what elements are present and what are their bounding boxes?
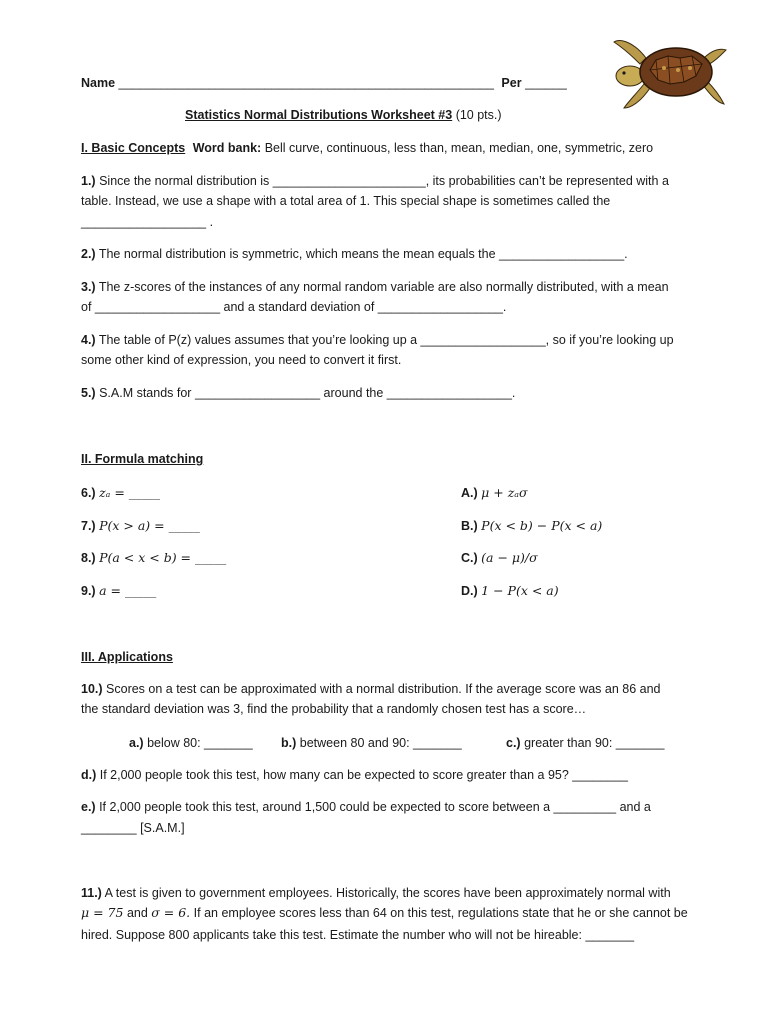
q10-line1 xyxy=(81,679,661,699)
q3-number: 3.) xyxy=(81,280,96,294)
q8-expr[interactable]: P(a < x < b) = _____ xyxy=(99,550,227,565)
q10d-line xyxy=(81,765,628,785)
q1-line2: table. Instead, we use a shape with a total area of 1. This special shape is sometimes called the xyxy=(81,194,611,208)
q4-line2: some other kind of expression, you need to convert it first. xyxy=(81,353,402,367)
choice-b-line xyxy=(461,516,602,536)
q11-line3[interactable]: hired. Suppose 800 applicants take this test. Estimate the number who will not be hireable: _______ xyxy=(81,928,635,942)
choice-c-line xyxy=(461,548,538,568)
per-label: Per xyxy=(501,76,522,90)
section3-header xyxy=(81,647,173,667)
q4-number: 4.) xyxy=(81,333,96,347)
choice-d-expr: 1 − P(x < a) xyxy=(481,583,559,598)
q10b-line xyxy=(281,733,462,753)
q1-line1 xyxy=(81,171,669,191)
q10-line2: the standard deviation was 3, find the probability that a randomly chosen test has a score… xyxy=(81,702,587,716)
q2-line xyxy=(81,244,628,264)
q2-number: 2.) xyxy=(81,247,96,261)
q10c-line xyxy=(506,733,664,753)
q9-expr[interactable]: a = _____ xyxy=(99,583,157,598)
q11-and: and xyxy=(126,906,148,920)
section1-header xyxy=(81,138,653,158)
choice-c-label: C.) xyxy=(461,551,478,565)
q5-number: 5.) xyxy=(81,386,96,400)
q3-line1 xyxy=(81,277,669,297)
q8-number: 8.) xyxy=(81,551,96,565)
q1-number: 1.) xyxy=(81,174,96,188)
sea-turtle-image xyxy=(606,36,732,110)
q5-text[interactable]: S.A.M stands for __________________ around the __________________. xyxy=(99,386,516,400)
wordbank-text: Bell curve, continuous, less than, mean, median, one, symmetric, zero xyxy=(264,141,654,155)
section2-header xyxy=(81,449,203,469)
q3-line2[interactable]: of __________________ and a standard deviation of __________________. xyxy=(81,300,507,314)
q6-number: 6.) xyxy=(81,486,96,500)
q10-number: 10.) xyxy=(81,682,103,696)
q5-line xyxy=(81,383,515,403)
choice-a-label: A.) xyxy=(461,486,478,500)
q10e-line1 xyxy=(81,797,651,817)
q10d-text[interactable]: If 2,000 people took this test, how many can be expected to score greater than a 95? ________ xyxy=(99,768,628,782)
q10e-text1[interactable]: If 2,000 people took this test, around 1,500 could be expected to score between a _________ and a xyxy=(99,800,651,814)
section3-heading: III. Applications xyxy=(81,650,173,664)
name-label: Name xyxy=(81,76,116,90)
q10a-text[interactable]: below 80: _______ xyxy=(147,736,253,750)
q11-sigma: σ = 6. xyxy=(151,905,191,920)
q10d-label: d.) xyxy=(81,768,97,782)
q11-number: 11.) xyxy=(81,886,102,900)
name-blank[interactable]: ______________________________________________________ xyxy=(118,76,494,90)
q11-text2: If an employee scores less than 64 on this test, regulations state that he or she cannot be xyxy=(193,906,688,920)
choice-d-line xyxy=(461,581,559,601)
worksheet-points: (10 pts.) xyxy=(455,108,502,122)
q9-line xyxy=(81,581,156,601)
choice-a-expr: μ + zₐσ xyxy=(481,485,528,500)
choice-c-expr: (a − μ)/σ xyxy=(481,550,538,565)
q10c-text[interactable]: greater than 90: _______ xyxy=(524,736,665,750)
wordbank-label: Word bank: xyxy=(192,141,262,155)
q10b-label: b.) xyxy=(281,736,297,750)
q11-text1: A test is given to government employees. Historically, the scores have been approximately normal with xyxy=(104,886,671,900)
choice-d-label: D.) xyxy=(461,584,478,598)
choice-a-line xyxy=(461,483,528,503)
q1-text1[interactable]: Since the normal distribution is ______________________, its probabilities can’t be represented with a xyxy=(99,174,669,188)
q8-line xyxy=(81,548,226,568)
per-blank[interactable]: ______ xyxy=(525,76,567,90)
q1-line3[interactable]: __________________ . xyxy=(81,215,214,229)
q2-text[interactable]: The normal distribution is symmetric, which means the mean equals the __________________. xyxy=(98,247,628,261)
q6-expr[interactable]: zₐ = _____ xyxy=(99,485,161,500)
q10e-label: e.) xyxy=(81,800,96,814)
q6-line xyxy=(81,483,160,503)
q9-number: 9.) xyxy=(81,584,96,598)
choice-b-expr: P(x < b) − P(x < a) xyxy=(481,518,603,533)
section2-heading: II. Formula matching xyxy=(81,452,204,466)
q7-number: 7.) xyxy=(81,519,96,533)
q10e-line2[interactable]: ________ [S.A.M.] xyxy=(81,821,185,835)
name-line xyxy=(81,73,567,93)
q10a-label: a.) xyxy=(129,736,144,750)
q10c-label: c.) xyxy=(506,736,521,750)
worksheet-title-line xyxy=(185,105,502,125)
q7-expr[interactable]: P(x > a) = _____ xyxy=(99,518,200,533)
q11-line2 xyxy=(81,903,688,923)
section1-heading: I. Basic Concepts xyxy=(81,141,186,155)
q7-line xyxy=(81,516,200,536)
q4-line1 xyxy=(81,330,674,350)
choice-b-label: B.) xyxy=(461,519,478,533)
worksheet-title: Statistics Normal Distributions Worksheet #3 xyxy=(185,108,453,122)
q10b-text[interactable]: between 80 and 90: _______ xyxy=(299,736,462,750)
q10-text1: Scores on a test can be approximated with a normal distribution. If the average score was an 86 and xyxy=(106,682,661,696)
q3-text1: The z-scores of the instances of any normal random variable are also normally distributed, with a mean xyxy=(98,280,669,294)
q11-line1 xyxy=(81,883,671,903)
q10a-line xyxy=(129,733,253,753)
q11-mu: μ = 75 xyxy=(81,905,124,920)
q4-text1[interactable]: The table of P(z) values assumes that you’re looking up a __________________, so if you’re looking up xyxy=(98,333,674,347)
